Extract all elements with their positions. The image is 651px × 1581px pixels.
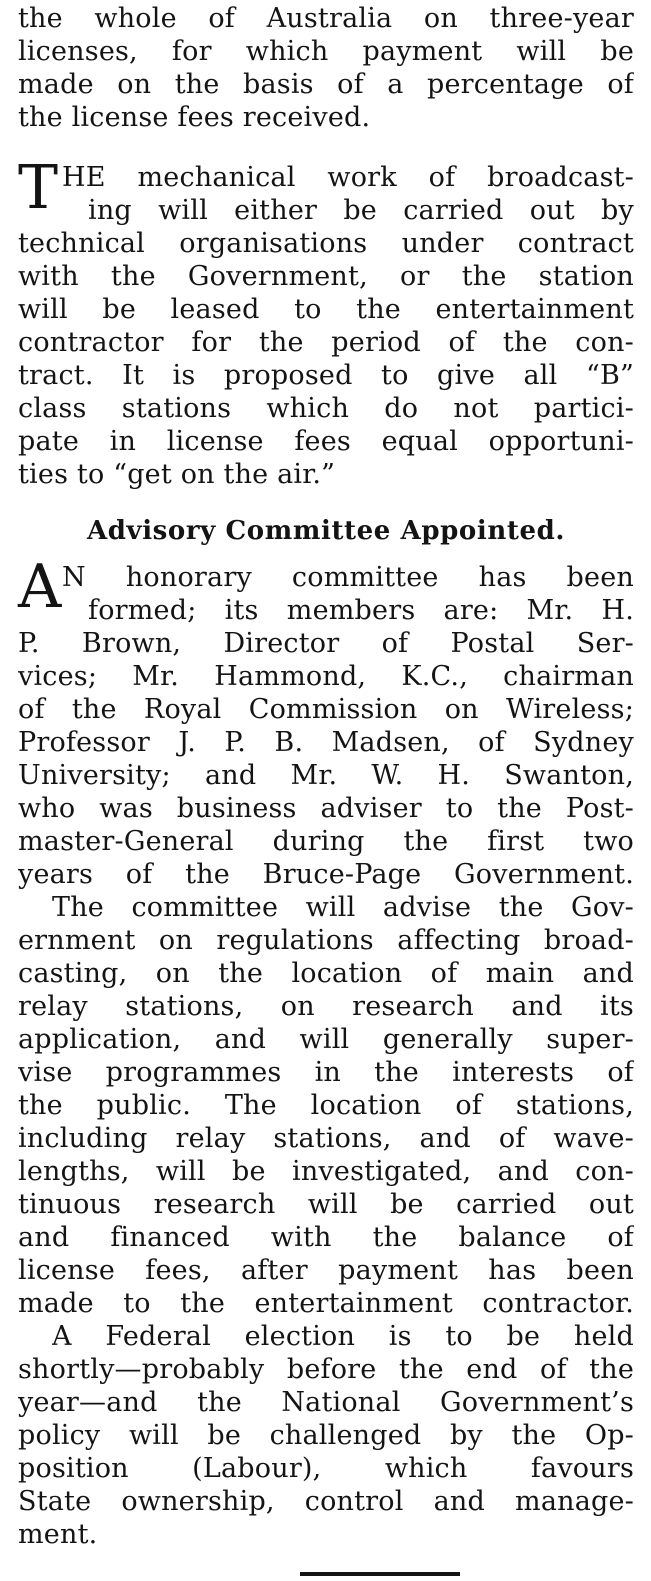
text-line: position (Labour), which favours [18,1453,634,1484]
text-line: and financed with the balance of [18,1222,634,1253]
text-line: will be leased to the entertainment [18,294,634,325]
text-line: made on the basis of a percentage of [18,69,634,100]
text-line: year—and the National Government’s [18,1387,634,1418]
text-line: HE mechanical work of broadcast- [62,162,634,193]
text-line: ernment on regulations affecting broad- [18,925,634,956]
text-line: P. Brown, Director of Postal Ser- [18,628,634,659]
section-heading: Advisory Committee Appointed. [86,516,566,546]
text-line: shortly—probably before the end of the [18,1354,634,1385]
drop-cap: T [18,153,59,223]
text-line: with the Government, or the station [18,261,634,292]
text-line: The committee will advise the Gov- [52,892,634,923]
text-line: years of the Bruce-Page Government. [18,859,634,890]
text-line: license fees, after payment has been [18,1255,634,1286]
text-line: of the Royal Commission on Wireless; [18,694,634,725]
text-line: pate in license fees equal opportuni- [18,426,634,457]
text-line: the whole of Australia on three-year [18,3,634,34]
text-line: contractor for the period of the con- [18,327,634,358]
text-line: class stations which do not partici- [18,393,634,424]
column-rule [300,1572,460,1576]
text-line: the public. The location of stations, [18,1090,634,1121]
text-line: formed; its members are: Mr. H. [88,595,634,626]
drop-cap: A [18,552,62,622]
text-line: who was business adviser to the Post- [18,793,634,824]
text-line: the license fees received. [18,102,371,133]
text-line: casting, on the location of main and [18,958,634,989]
text-line: lengths, will be investigated, and con- [18,1156,634,1187]
text-line: State ownership, control and manage- [18,1486,634,1517]
text-line: including relay stations, and of wave- [18,1123,634,1154]
text-line: A Federal election is to be held [52,1321,634,1352]
text-line: University; and Mr. W. H. Swanton, [18,760,634,791]
text-line: relay stations, on research and its [18,991,634,1022]
text-line: ties to “get on the air.” [18,459,336,490]
text-line: Professor J. P. B. Madsen, of Sydney [18,727,634,758]
text-line: tract. It is proposed to give all “B” [18,360,634,391]
text-line: made to the entertainment contractor. [18,1288,634,1319]
text-line: master-General during the first two [18,826,634,857]
text-line: ing will either be carried out by [88,195,634,226]
text-line: vices; Mr. Hammond, K.C., chairman [18,661,634,692]
text-line: application, and will generally super- [18,1024,634,1055]
text-line: N honorary committee has been [62,562,634,593]
text-line: ment. [18,1519,98,1550]
text-line: policy will be challenged by the Op- [18,1420,634,1451]
text-line: tinuous research will be carried out [18,1189,634,1220]
text-line: vise programmes in the interests of [18,1057,634,1088]
text-line: licenses, for which payment will be [18,36,634,67]
text-line: technical organisations under contract [18,228,634,259]
